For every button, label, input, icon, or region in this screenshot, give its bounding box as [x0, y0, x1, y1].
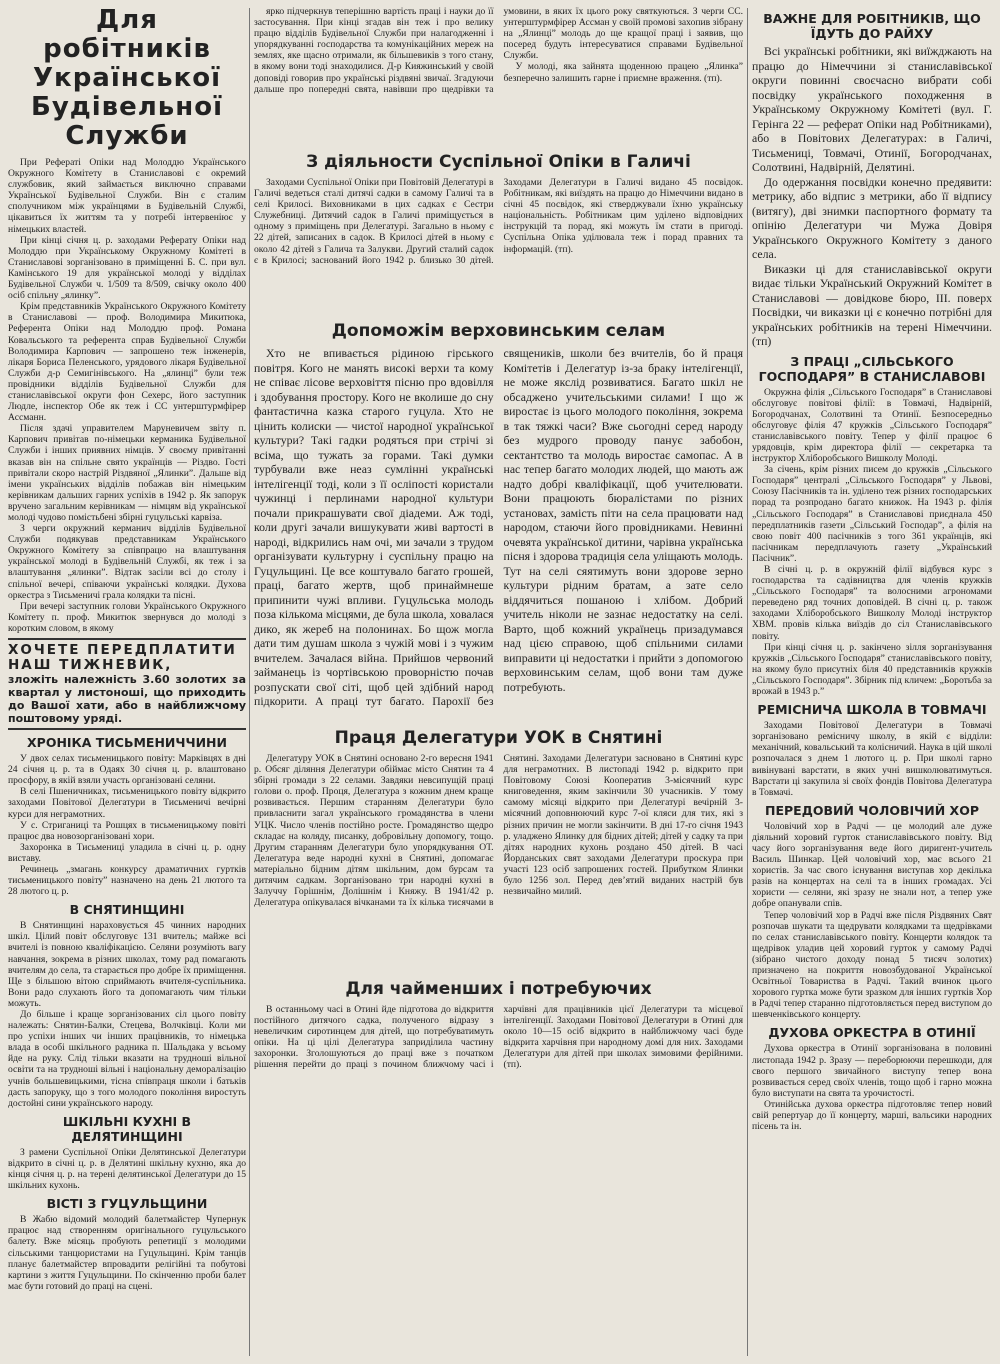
article-paragraph: Всі українські робітники, які виїжджають на працю до Німеччини зі станиславівської округи повинні своєчасно вибрати собі посвідку українського походження в Українському Окружному Комітеті (вул. Г. Герінга 22 — реферат Опіки над Робітниками), або в Повітових Делегатурах: в Галичі, Тисьмениці, Товмачі, Отинії, Богородчанах, Солотвині, Надвірній, Делятині.: [752, 44, 992, 174]
article-paragraph: Заходами Повітової Делегатури в Товмачі зорганізовано ремісничу школу, в якій є відділи: механічний, ковальський та колісничий. Наука в цій школі розпочалася з днем 1 лютого ц. р. При школі гарно вивінувані варстати, в яких учні вишколюватимуться. Варстати ці закупила зі своїх фондів Повітова Делегатура в Товмачі.: [752, 720, 992, 798]
subscription-title: ХОЧЕТЕ ПЕРЕДПЛАТИТИ НАШ ТИЖНЕВИК,: [8, 642, 237, 674]
article-paragraph: Заходами Суспільної Опіки при Повітовій Делегатурі в Галичі ведеться сталі дитячі садки в самому Галичі та в селі Крилосі. Виховниками в цих садках є Сестри Служебниці. Дитячий садок в Галичі приміщується в одному з приміщень при Делегатурі. Загально в ньому є 22 дітей, записаних в садок. В Крилосі дітей в ньому є около 42 дітей з Галича та Залукви. Другий сталий садок є в Крилосі; заснований його 1942 р. близько 30 дітей. Заходами Делегатури в Галичі видано 45 посвідок. Робітникам, які виїздять на працю до Німеччини видано в січні 45 посвідок, які стверджували їхню українську національність. Робітникам цим уділено відповідних інструкцій та порад, які можуть їм стати в пригоді. Суспільна Опіка уділювала теж і порад правних та інформацій. (тп).: [254, 177, 743, 266]
article-paragraph: За січень, крім різних писем до кружків „Сільського Господаря” централі „Сільського Господаря” у Львові, Союзу Пасічників та ін. уділено теж різних господарських порад та розпродано багато книжок. На 1943 р. філія „Сільського Господаря” в Станиславові приєднала 450 передплатників газети „Сільський Господар”, а філія на свою повіт 400 пасічників з того 361 українців, які пасічникам передплачують газету „Український Пасічник”.: [752, 464, 992, 564]
article-paragraph: В останньому часі в Отині йде підготова до відкриття постійного дитячого садка, полученого відразу з невеличким сиротинцем для дітей, що потребуватимуть опіки. На ці цілі Делегатура заприділила частину захоронки. Зголошуються до праці вже з початком рішення перейти до праці з почином ближчому часі і харчівні для працівників цієї Делегатури та місцевої інтелігенції. Заходами Повітової Делегатури в Отині для около 10—15 осіб відкрито в найближчому часі буде відкрита харчівня при народному домі для них. Заходами Делегатури для дітей при школах зимовими ферійними. (тп).: [254, 1004, 743, 1071]
article-paragraph: Отинійська духова оркестра підготовляє тепер новий свій репертуар до її концерту, марші, вальсики народних пісень та ін.: [752, 1098, 992, 1133]
section-title: ВІСТІ З ГУЦУЛЬЩИНИ: [46, 1196, 208, 1212]
article-paragraph: З черги окружний керманич відділів Будівельної Служби подякував представникам Українського Окружного Комітету за співпрацю на влаштування української молоді в Будівельній Службі, як теж і за влаштування „ялинки”. Відтак засіли всі до столу і спільної вечері, співаючи українські колядки. Духова оркестра з Тисьменичі грала колядки та пісні.: [8, 523, 246, 601]
middle-column: [254, 6, 743, 1134]
article-paragraph: Після здачі управителем Маруневичем звіту п. Карпович привітав по-німецьки керманика Будівельної Служби і інших приявних німців. У своєму привітанні вказав він на спільне свято українців — Різдво. Гості привітали скоро настрій Різдвяної „Ялинки”. Дальше від імени українських відділів побажав він німецьким керівникам дальших гарних успіхів в 1942 р. Як запорук вручено загальним керівникам — німцям від української молоді чудово помістьбені збірні гуцульські карвіза.: [8, 423, 246, 523]
section-title: З ПРАЦІ „СІЛЬСЬКОГО ГОСПОДАРЯ” В СТАНИСЛАВОВІ: [758, 353, 986, 384]
column-divider: [249, 8, 250, 1356]
article-paragraph: Чоловічий хор в Радчі — це молодий але дуже діяльний хоровий гурток станиславівського повіту. Від часу його зорганізування веде його диригент-учитель Василь Шинкар. Цей чоловічий хор, має всього 21 хористів. За час свого існування виступав хор декілька разів на концертах на селі та в інших громадах. Усі хористи — селяни, які зразу не знали нот, а тепер уже добре опанували спів.: [752, 820, 992, 910]
article-paragraph: При вечері заступник голови Українського Окружного Комітету п. проф. Микитюк звернувся до молоді з коротким словом, в якому: [8, 600, 246, 634]
article-paragraph: Духова оркестра в Отинії зорганізована в половині листопада 1942 р. Зразу — переборюючи перешкоди, для свого першого звичайного виступу тепер вона розвивається серед своїх членів, тощо щоб і гарно можна було виступати на свята та урочистості.: [752, 1043, 992, 1099]
article-paragraph: У двох селах тисьменицького повіту: Марківцях в дні 24 січня ц. р. та в Одаях 30 січня ц. р. влаштовано просфору, в якій взяли участь організовані селяни.: [8, 753, 246, 787]
article-paragraph: З рамени Суспільної Опіки Делятинської Делегатури відкрито в січні ц. р. в Делятині шкільну кухню, яка до кінця січня ц. р. на терені делятинської Делегатури до 15 шкільних кухонь.: [8, 1146, 246, 1192]
article-paragraph: До більше і краще зорганізованих сіл цього повіту належать: Снятин-Балки, Стецева, Волчківці. Коли ми про успіхи інших чи інших працівників, то німецька влада в особі шкільного радника п. Шальдака у всьому йде на руку. Слід тільки вказати на трудноші вільної освіти та на трудноші вільні і національну деморалізацію учнів большевицькими, тісна співпраця школи і батьків дасть запоруку, що з того молодого покоління виростуть достойні сини українського народу.: [8, 1009, 246, 1109]
article-paragraph: В січні ц. р. в окружній філії відбувся курс з господарства та садівництва для членів кружків „Сільського Господаря” та волосними агрономами переведено ряд точних доповідей. В січні ц. р. також заходами Хліборобського Вишколу Молоді інструктор ХВМ. провів кілька виїздів до сіл Станиславівського повіту.: [752, 564, 992, 642]
article-headline: Допоможім верховинським селам: [331, 321, 666, 341]
subscription-text: зложіть належність 3.60 золотих за квартал у листоноші, що приходить до Вашої хати, або в найближчому поштовому уряді.: [8, 673, 246, 726]
article-paragraph: У с. Стриганиці та Рошцях в тисьменицькому повіті працює два новозорганізовані хори.: [8, 819, 246, 842]
article-paragraph: При кінці січня ц. р. закінчено зілля зорганізування кружків „Сільського Господаря” станиславівського повіту, на якому було присутніх біля 40 представників кружків „Сільського Господаря”. Збірник під кличем: „Боротьба за врожай в 1943 р.”: [752, 641, 992, 698]
section-title: РЕМІСНИЧА ШКОЛА В ТОВМАЧІ: [757, 702, 987, 718]
article-paragraph: У молоді, яка зайнята щоденною працею „Ялинка” безперечно залишить гарне і приємне враження. (тп).: [503, 61, 743, 84]
article-paragraph: Тепер чоловічий хор в Радчі вже після Різдвяних Свят розпочав шукати та щедрувати колядками та щедрівками по селах станиславівського повіту. Концерти колядок та щедрівок уладив цей хоровий гурток у самому Радчі (зібрано чистого доходу понад 5 тисяч золотих) призначено на покриття новозбудованої Української Освітньої Товариства в Радчі. Такий вчинок цього хорового гуртка може бути зразком для інших гуртків Хор в Радчі тепер старанно підготовляється перед виступом до шевченківського концерту.: [752, 909, 992, 1021]
article-paragraph: Хто не впивається рідиною гірського повітря. Кого не манять високі верхи та кому не співає лісове верховіття пісню про вдовілля і здобування простору. Кого не вколише до сну фантастична казка старого гуцула. Хто не цінить колиски — чистої народної української культури? Такі гадки родяться при стрічі зі всіма, що тужать за горами. Такі думки турбували вже неаз сумлінні українські інтелігенції тоді, коли з її осліпості користали чужинці і перлинами народної культури почали прикрашувати свої діадеми. Аж тоді, коли другі зачали вишукувати живі вартості в народі, відкрились нам очі, ми зачали з трудом організувати культурну і суспільну працю на Гуцульщині. Це все коштувало багато грошей, праці, багато жертв, щоб принаймнеше припинити чужі впливи. Гуцульська молодь поза кількома місцями, де була школа, ховалася дико, як жереб на полонинах. Бо щож могла дати тим душам школа з чужій мові і з чужим вчителем. Зачалася війна. Прийшов червоний займанець із чортівською проворністю почав розпускати свої сіті, щоб цей здібний народ підкорити. А праці тут багато. Парохії без священиків, школи без вчителів, бо й праця Комітетів і Делегатур із-за браку інтелігенції, не може якслід розвиватися. Багато шкіл не обсаджено учительськими силами! І що ж виростає із цього молодого покоління, зокрема в так тяжкі часи? Вже сьогодні серед народу без мудрого проводу панує забобон, сектантство та молодь виростає самопас. А в нас тепер багато молодих людей, що мають аж надто добрі кваліфікації, щоб учителювати. Вони працюють бюралістами по різних установах, замість піти на села працювати над народом, стаючи його провідниками. Невинні очевята української дитини, чарівна українська пісня і здорова традиція села уліщають молодь. Тут на селі сяятимуть вони здорове зерно культури рідним братам, а зате село віддячиться пошаною і хлібом. Добрий учитель ніколи не зазнає недостатку на селі. Варто, щоб кожний українець призадумався над цією справою, щоб спільними силами виправити ці недостатки і прийти з допомогою верховинським селам, щоб вони там дуже потребують.: [254, 346, 743, 708]
left-column: [8, 6, 246, 1292]
article-paragraph: Виказки ці для станиславівської округи видає тільки Український Окружний Комітет в Станиславові — довідкове бюро, III. поверх Посвідки, чи виказки ці є конечно потрібні для українських робітників на терені Німеччини. (тп): [752, 261, 992, 348]
article-headline: Для чайменших і потребуючих: [345, 979, 652, 999]
article-paragraph: При кінці січня ц. р. заходами Реферату Опіки над Молоддю при Українському Окружному Комітеті в Станиславові зорганізовано в приміщенні Б. С. при вул. Камінського 19 для української молоді у відділах Будівельної Служби ч. 1/509 та 8/509, свічку около 400 осіб спільну „ялинку”.: [8, 234, 246, 302]
article-headline: Праця Делегатури УОК в Снятині: [334, 728, 663, 748]
main-headline: Для робітників Української Будівельної Служби: [31, 6, 223, 151]
article-paragraph: При Рефераті Опіки над Молоддю Українського Окружного Комітету в Станиславові є окремий службовик, який займається виключно справами Української Будівельної Служби. Він є сталим сполучником між українцями в Будівельній Службі, цікавиться їх життям та у потребі інтервеніює у німецьких властей.: [8, 157, 246, 235]
subscription-notice: [8, 638, 246, 730]
article-headline: З діяльности Суспільної Опіки в Галичі: [306, 152, 691, 172]
article-paragraph: Захоронка в Тисьмениці уладила в січні ц. р. одну виставу.: [8, 841, 246, 864]
article-paragraph: Крім представників Українського Окружного Комітету в Станиславові — проф. Володимира Микитюка, Референта Опіки над Молоддю проф. Романа Ковальського та референта справ Будівельної Служби Володимира Карпович — запрошено теж інженерів, лікаря Бориса Пеленського, урядового лікаря Будівельної Служби д-р Семигінівського. На „ялинці” були теж провідники відділів Будівельної Служби для станиславівської округи фон Сехерс, його заступник Людле, інспектор Обе як теж і СС унтерштурмфірер Ассманн.: [8, 301, 246, 424]
article-paragraph: В Снятинщині нараховується 45 чинних народних шкіл. Цілий повіт обслуговує 131 вчитель; майже всі вчителі із повною кваліфікацією. Селяни розуміють вагу навчання, зокрема в різних школах, тому рад помагають вчителям до села, та старається про добре їх приміщення. Ще з більшою вітою сприймають вчителя-суспільника. Вони радо слухають його та допомагають чим тільки можуть.: [8, 920, 246, 1009]
right-column: [752, 6, 992, 1132]
article-paragraph: Речинець „змагань конкурсу драматичних гуртків тисьменицького повіту” назначено на день 21 лютого та 28 лютого ц. р.: [8, 863, 246, 898]
section-title: ДУХОВА ОРКЕСТРА В ОТИНІЇ: [768, 1025, 976, 1041]
section-title: ХРОНІКА ТИСЬМЕНИЧЧИНИ: [27, 735, 227, 751]
section-title: ВАЖНЕ ДЛЯ РОБІТНИКІВ, ЩО ЇДУТЬ ДО РАЙХУ: [763, 11, 981, 41]
column-divider: [747, 8, 748, 1356]
article-paragraph: Делегатуру УОК в Снятині основано 2-го вересня 1941 р. Обсяг діляння Делегатури обіймає місто Снятин та 4 збірні громади з 22 селами. Завдяки невсипущій праці голови о. проф. Проця, Делегатура з кожним днем краще розвивається. Першим старанням Делегатури було привласнити загал українського громадянства в члени УЦК. Число членів постійно росте. Громадянство щедро складає на коляду, писанку, добровільну допомогу, тощо. Другим старанням Делегатури було упорядкування ОТ. Делегатура веде народні кухні в Снятині, допомагає матеріально бідним дітям шкільним, дом бурсам та дитячим садкам. Зорганізовано три народні кухні в Залуччу Горішнім, Долішнім і Княжу. В 1941/42 р. Делегатура опікувалася вічканами та їх кілька тисячами в Снятині. Заходами Делегатури засновано в Снятині курс для неграмотних. В листопаді 1942 р. відкрито при Повітовому Союзі Кооператив 3-місячний курс книговедення, яким закінчили 30 учасників. У тому самому місяці відкрито при Делегатурі вечірній 3-місячний доповнюючий курс 7-ої кляси для тих, які з різних причин не могли закінчити. В дні 17-го січня 1943 р. уладжено Ялинку для бідних дітей; дітей у садку та при дітях народних кухонь роздано 450 дітей. В часі Йорданських свят заходами Делегатури проскура при участі 123 осіб запрошених гостей. Прибутком Ялинки було 1256 зол. Перед дев’ятий виданих настрій був незвичайно милий.: [254, 753, 743, 909]
article-paragraph: В селі Пшеничниках, тисьменицького повіту відкрито заходами Повітової Делегатури в Тисьменичі вечірні курси для неграмотних.: [8, 786, 246, 820]
section-title: ПЕРЕДОВИЙ ЧОЛОВІЧИЙ ХОР: [765, 802, 979, 818]
article-paragraph: Окружна філія „Сільського Господаря” в Станиславові обслуговує повітові філії: в Товмачі, Надвірній, Богородчанах, Солотвині та Отинії. Безпосередньо обслуговує філія 47 кружків „Сільського Господаря” станиславівського повіту. Тепер у філії працює 6 урядовців, крім директора філії — секретарка та інструктор Хліборобського Вишколу Молоді.: [752, 386, 992, 465]
section-title: В СНЯТИНЩИНІ: [69, 902, 185, 918]
section-title: ШКІЛЬНІ КУХНІ В ДЕЛЯТИНЩИНІ: [62, 1113, 192, 1144]
article-paragraph: ярко підчеркнув теперішню вартість праці і науки до її застосування. При кінці згадав він теж і про велику працю відділів Будівельної Служби при налагодженні і упорядкуванні господарства та комунікаційних мереж на землях, яке щасно отримали, як більшевиків з того стану, в якому вони тоді знаходилися. Д-р Кияжинський у своїй доповіді говорив про українські різдвяні звичаї. Згадуючи дальше про попередні свята, навівши про щедрівки та умовини, в яких їх цього року святкуються. З черги СС. унтерштурмфірер Ассман у своїй промові захопив зібрану на „Ялинці” молодь до ще кращої праці і заявив, що посеред будуть інтересуватися справами Будівельної Служби.: [254, 6, 743, 95]
article-paragraph: В Жабю відомий молодий балетмайстер Чупернук працює над створенням оригінального гуцульського балету. Вже місяць пробують репетиції з молодими сільськими танцюристами на Гуцульщині. Крім танців планує балетмайстер впровадити релігійні та побутові картини з життя Гуцульщини. По скінченню проби балет має бути готовий до праці на сцені.: [8, 1214, 246, 1292]
article-paragraph: До одержання посвідки конечно предявити: метрику, або відпис з метрики, або її відпису (витягу), дві знимки паспортного формату та опінію Делегатури чи Мужа Довіря Українського Окружного Комітету з даного села.: [752, 174, 992, 261]
